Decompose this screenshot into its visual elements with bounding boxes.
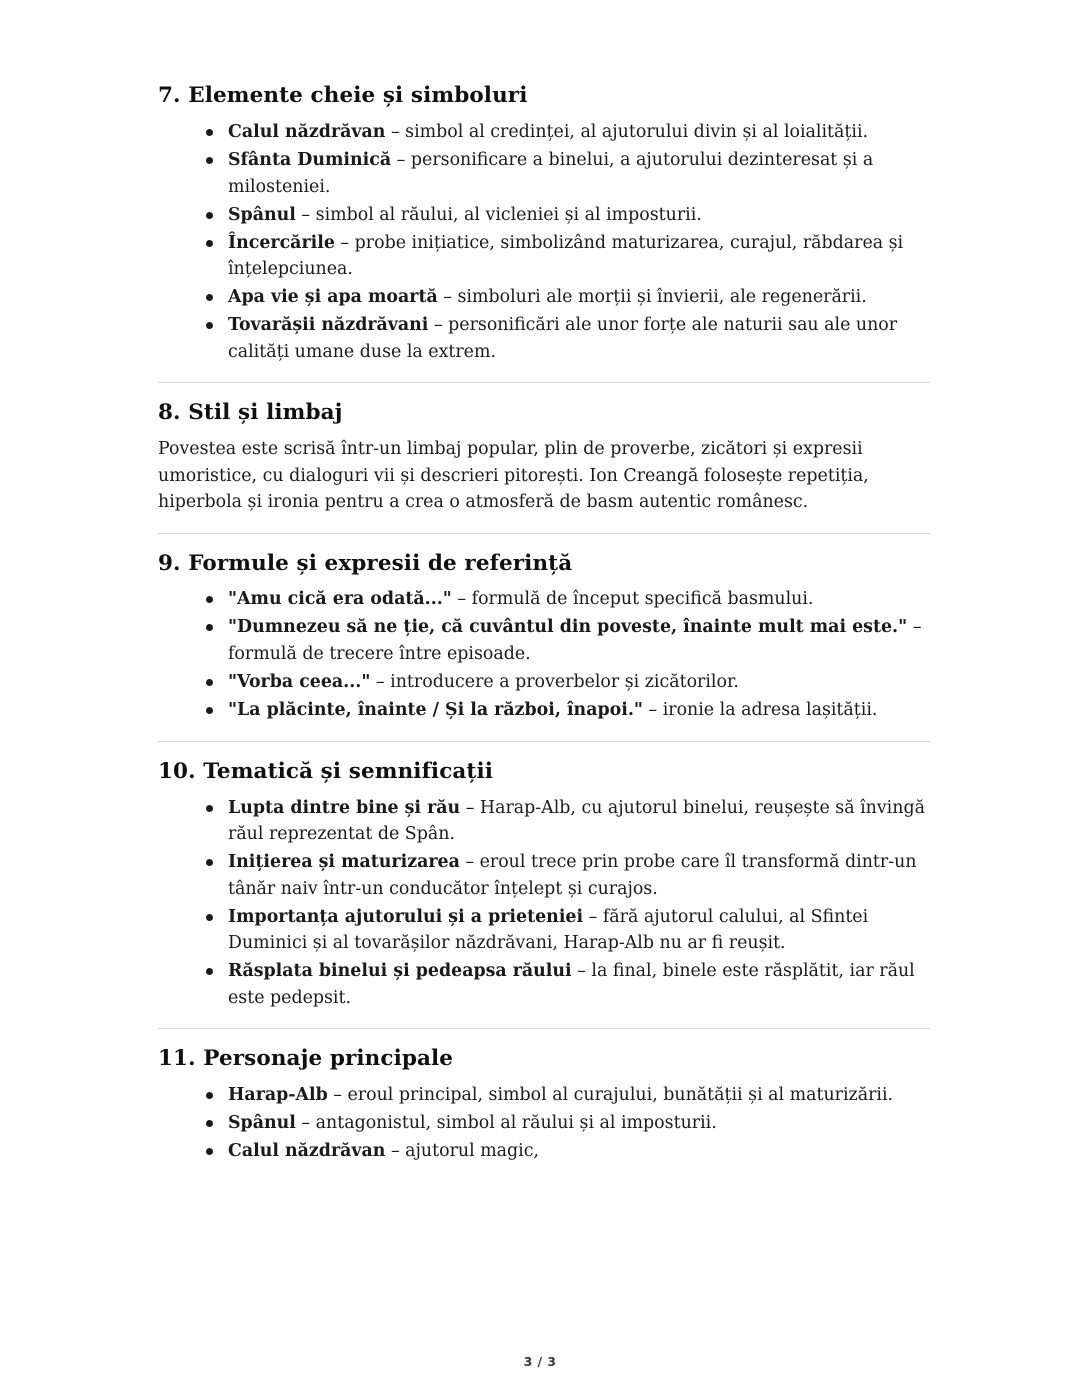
section-formule-si-expresii [158,550,930,724]
list-item-rest: – personificare a binelui, a ajutorului dezinteresat și a milosteniei. [228,149,874,197]
list-item-lead: "Amu cică era odată..." [228,589,452,610]
list-item [206,230,930,283]
page-footer: 3 / 3 [523,1354,557,1369]
list-item-lead: Încercările [228,232,335,253]
list-item [206,669,930,696]
list-item-lead: Importanța ajutorului și a prieteniei [228,906,584,927]
list-item-rest: – Harap-Alb, cu ajutorul binelui, reușește să învingă răul reprezentat de Spân. [228,797,925,845]
list-item-rest: – simbol al răului, al vicleniei și al imposturii. [295,204,702,225]
list-item-lead: Harap-Alb [228,1085,328,1106]
list-item-lead: Inițierea și maturizarea [228,852,460,873]
list-item [206,284,930,311]
list-item [206,614,930,667]
list-item-lead: Sfânta Duminică [228,149,392,170]
list-item [206,849,930,902]
list-item [206,312,930,365]
section-tematica-si-semnificatii [158,758,930,1012]
list-item-rest: – ironie la adresa lașității. [642,700,878,721]
list-item-lead: Lupta dintre bine și rău [228,797,461,818]
list-item [206,1082,930,1109]
list-item [206,119,930,146]
section-personaje-principale [158,1045,930,1165]
list-item [206,795,930,848]
section-title: 11. Personaje principale [158,1046,454,1072]
list-item-lead: Spânul [228,204,296,225]
bullet-list [158,1082,930,1165]
section-divider [158,741,930,742]
section-divider [158,533,930,534]
list-item-lead: Tovarășii năzdrăvani [228,315,429,336]
section-stil-si-limbaj [158,399,930,515]
section-title: 10. Tematică și semnificații [158,758,493,784]
list-item [206,1110,930,1137]
section-title: 9. Formule și expresii de referință [158,550,573,576]
section-title: 8. Stil și limbaj [158,400,343,426]
list-item-rest: – ajutorul magic, [385,1141,540,1162]
list-item-rest: – probe inițiatice, simbolizând maturizarea, curajul, răbdarea și înțelepciunea. [228,232,904,280]
list-item-rest: – introducere a proverbelor și zicătorilor. [370,672,739,693]
list-item-rest: – personificări ale unor forțe ale naturii sau ale unor calități umane duse la extrem. [228,315,898,362]
bullet-list [158,119,930,365]
list-item-rest: – simbol al credinței, al ajutorului divin și al loialității. [385,121,869,142]
list-item-rest: – la final, binele este răsplătit, iar răul este pedepsit. [228,961,915,1008]
section-elemente-cheie [158,82,930,365]
bullet-list [158,795,930,1012]
list-item [206,904,930,957]
section-divider [158,382,930,383]
list-item [206,697,930,724]
list-item [206,202,930,229]
section-paragraph: Povestea este scrisă într-un limbaj popular, plin de proverbe, zicători și expresii umoristice, cu dialoguri vii și descrieri pitorești. Ion Creangă folosește repetiția, hiperbola și ironia pentru a crea o atmosferă de basm autentic românesc. [158,439,869,513]
section-title: 7. Elemente cheie și simboluri [158,83,528,108]
list-item-lead: "La plăcinte, înainte / Și la război, înapoi." [228,700,643,721]
list-item-lead: Calul năzdrăvan [228,1141,386,1162]
list-item-rest: – formulă de trecere între episoade. [228,617,922,665]
list-item-rest: – simboluri ale morții și învierii, ale regenerării. [437,287,867,308]
list-item-rest: – fără ajutorul calului, al Sfintei Duminici și al tovarășilor năzdrăvani, Harap-Alb nu ar fi reușit. [228,906,869,954]
bullet-list [158,586,930,723]
list-item [206,958,930,1011]
list-item-lead: Răsplata binelui și pedeapsa răului [228,961,572,982]
list-item-rest: – formulă de început specifică basmului. [451,589,814,610]
list-item [206,586,930,613]
list-item-lead: Calul năzdrăvan [228,121,386,142]
list-item-rest: – eroul trece prin probe care îl transformă dintr-un tânăr naiv într-un conducător înțelept și curajos. [228,852,917,899]
list-item-lead: "Dumnezeu să ne ție, că cuvântul din poveste, înainte mult mai este." [228,617,908,638]
list-item [206,147,930,200]
list-item-lead: "Vorba ceea..." [228,672,371,693]
section-divider [158,1028,930,1029]
list-item-lead: Apa vie și apa moartă [228,287,438,308]
list-item-rest: – eroul principal, simbol al curajului, bunătății și al maturizării. [327,1085,894,1106]
list-item-lead: Spânul [228,1113,296,1134]
list-item [206,1138,930,1165]
list-item-rest: – antagonistul, simbol al răului și al imposturii. [295,1113,717,1134]
